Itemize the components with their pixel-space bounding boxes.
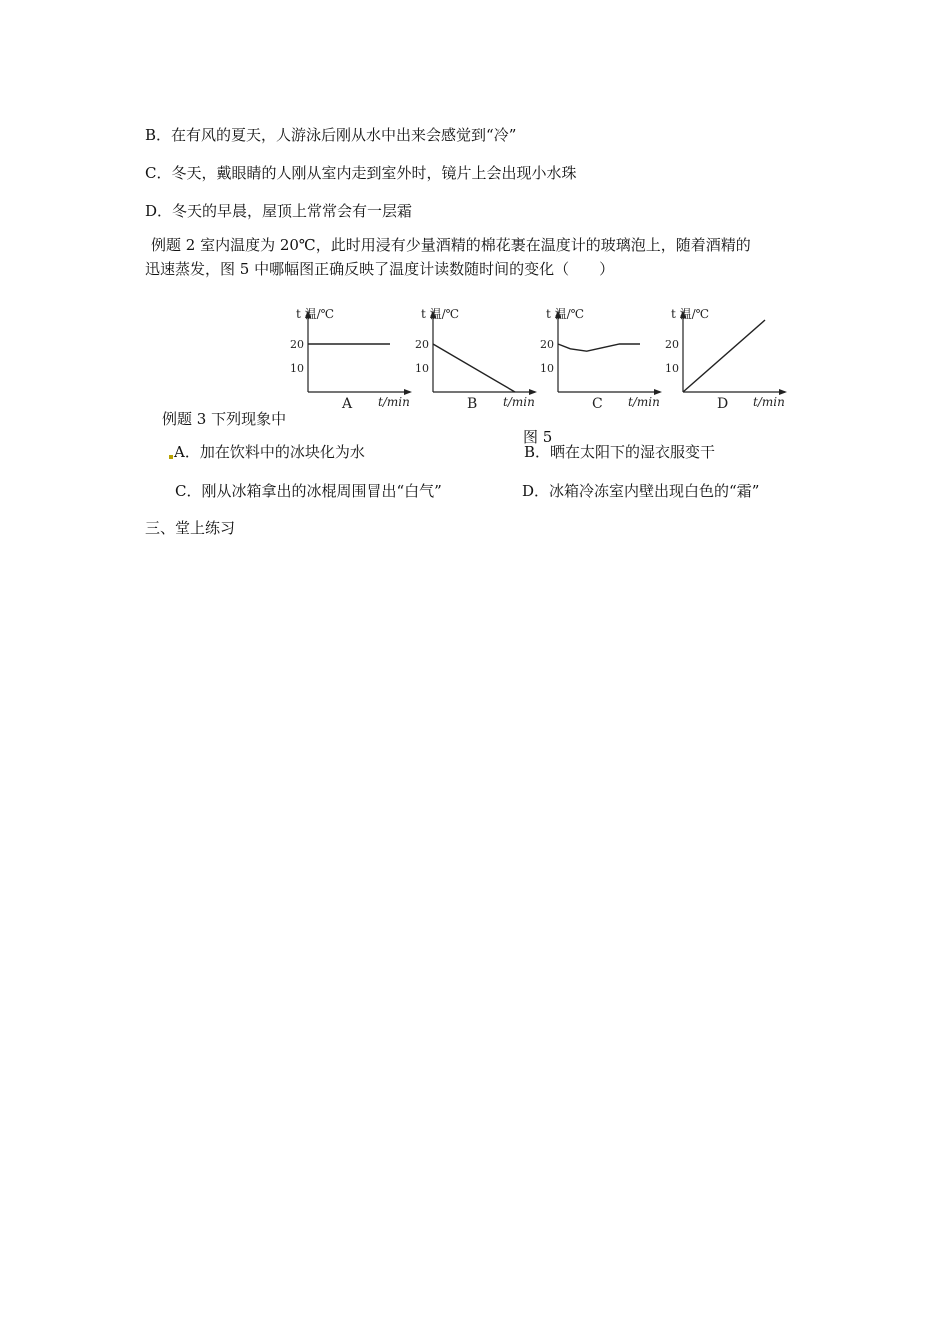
example-3-line: 例题 3 下列现象中 <box>162 410 287 428</box>
option-b-line: B．在有风的夏天，人游泳后刚从水中出来会感觉到“冷” <box>145 126 517 144</box>
figure-caption: 图 5 <box>523 428 553 446</box>
panel-label: B <box>467 396 478 412</box>
y-axis-label: t 温/℃ <box>546 307 585 321</box>
y-axis-label: t 温/℃ <box>421 307 460 321</box>
y-axis-label: t 温/℃ <box>296 307 335 321</box>
panel-label: D <box>717 396 729 412</box>
example-2-line-2: 迅速蒸发，图 5 中哪幅图正确反映了温度计读数随时间的变化（ ） <box>145 260 615 278</box>
series-line <box>558 344 640 351</box>
tick-label-10: 10 <box>665 362 679 375</box>
figure-5-charts <box>280 292 800 420</box>
ex3-option-d: D．冰箱冷冻室内壁出现白色的“霜” <box>522 482 760 500</box>
ex3-option-c: C．刚从冰箱拿出的冰棍周围冒出“白气” <box>175 482 442 500</box>
ex3-option-a: A．加在饮料中的冰块化为水 <box>168 441 365 463</box>
ex3-option-b: B．晒在太阳下的湿衣服变干 <box>524 443 716 461</box>
panel-label: C <box>592 396 603 412</box>
x-axis-label: t/min <box>753 395 785 409</box>
series-line <box>433 344 515 392</box>
y-axis-label: t 温/℃ <box>671 307 710 321</box>
example-2-line-1: 例题 2 室内温度为 20℃，此时用浸有少量酒精的棉花裹在温度计的玻璃泡上，随着酒精的 <box>151 236 751 254</box>
tick-label-10: 10 <box>290 362 304 375</box>
tick-label-20: 20 <box>540 338 554 351</box>
option-d-line: D．冬天的早晨，屋顶上常常会有一层霜 <box>145 202 413 220</box>
panel-label: A <box>342 396 353 412</box>
series-line <box>683 320 765 392</box>
x-axis-label: t/min <box>378 395 410 409</box>
option-c-line: C．冬天，戴眼睛的人刚从室内走到室外时，镜片上会出现小水珠 <box>145 164 577 182</box>
x-axis-label: t/min <box>503 395 535 409</box>
section-3-heading: 三、堂上练习 <box>145 519 236 537</box>
tick-label-20: 20 <box>415 338 429 351</box>
tick-label-10: 10 <box>415 362 429 375</box>
tick-label-10: 10 <box>540 362 554 375</box>
x-axis-label: t/min <box>628 395 660 409</box>
tick-label-20: 20 <box>665 338 679 351</box>
tick-label-20: 20 <box>290 338 304 351</box>
marker-dot <box>169 455 173 459</box>
